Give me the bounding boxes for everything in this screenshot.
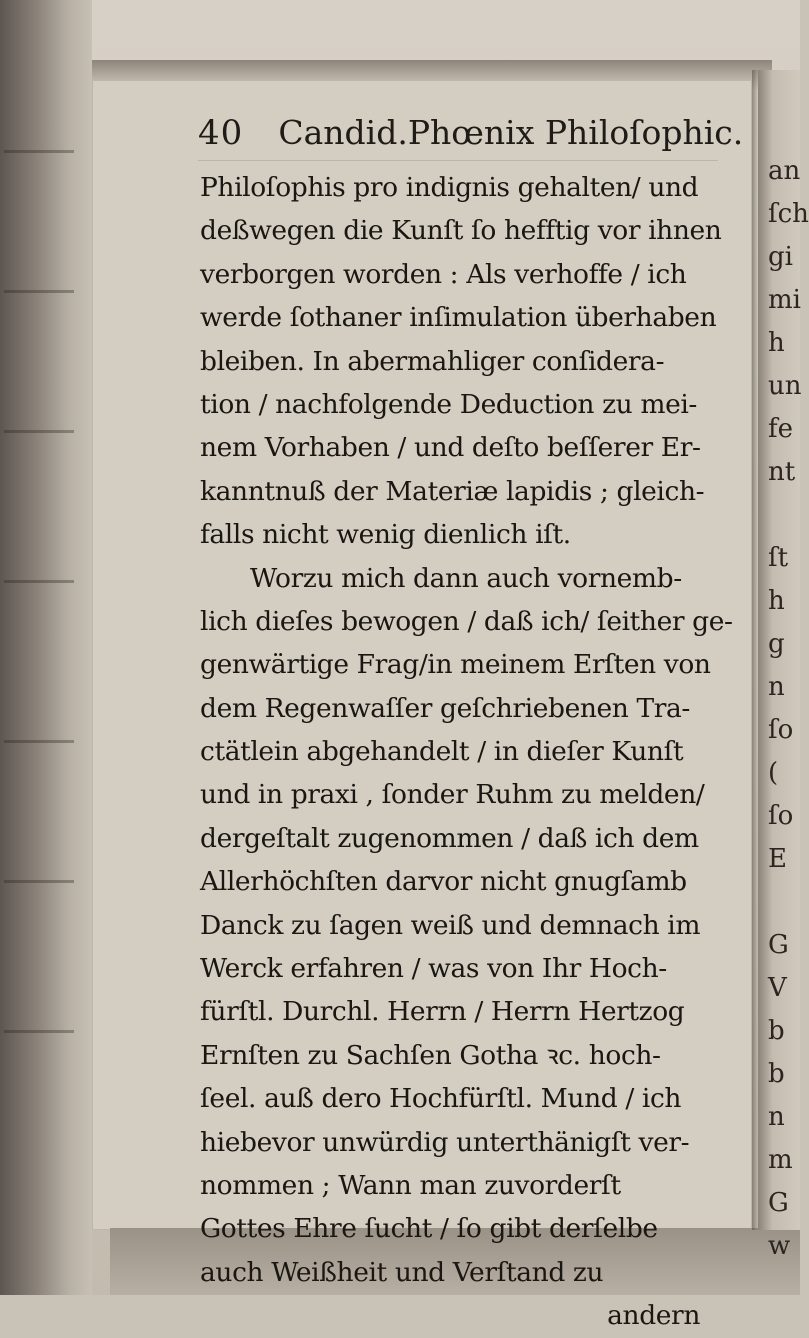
- fragment-line: ſo: [768, 801, 794, 831]
- right-page-text: [768, 150, 809, 1268]
- bleed-through-mark: [4, 430, 74, 433]
- fragment-line: un: [768, 371, 802, 401]
- running-head: Candid.Phœnix Philoſophic.: [278, 113, 744, 152]
- fragment-line: fe: [768, 414, 794, 444]
- text-line: Werck erfahren / was von Ihr Hoch-: [200, 953, 667, 985]
- page-header: [198, 113, 743, 163]
- page-number: 40: [198, 113, 244, 153]
- fragment-line: E: [768, 844, 787, 874]
- fragment-line: V: [768, 973, 787, 1003]
- text-line: bleiben. In abermahliger conſidera-: [200, 345, 665, 377]
- text-line: werde ſothaner inſimulation überhaben: [200, 302, 717, 334]
- bleed-through-mark: [4, 290, 74, 293]
- fragment-line: ſo: [768, 715, 794, 745]
- bleed-through-mark: [4, 150, 74, 153]
- text-line: Gottes Ehre ſucht / ſo gibt derſelbe: [200, 1213, 658, 1245]
- left-page-fragment: [0, 0, 92, 1295]
- text-line: lich dieſes bewogen / daß ich/ ſeither ge-: [200, 605, 733, 637]
- fragment-line: (: [768, 758, 779, 788]
- fragment-line: b: [768, 1016, 785, 1046]
- bleed-through-mark: [4, 880, 74, 883]
- text-line: auch Weißheit und Verſtand zu: [200, 1256, 604, 1288]
- header-rule: [198, 160, 718, 161]
- text-line: andern: [607, 1300, 700, 1332]
- text-line: ctätlein abgehandelt / in dieſer Kunſt: [200, 736, 684, 768]
- text-line: Worzu mich dann auch vornemb-: [250, 562, 682, 594]
- fragment-line: b: [768, 1059, 785, 1089]
- fragment-line: G: [768, 930, 789, 960]
- body-text: [200, 166, 740, 1338]
- fragment-line: n: [768, 672, 785, 702]
- fragment-line: gi: [768, 242, 793, 272]
- bleed-through-mark: [4, 1030, 74, 1033]
- text-line: Danck zu ſagen weiß und demnach im: [200, 909, 701, 941]
- text-line: und in praxi , ſonder Ruhm zu melden/: [200, 779, 705, 811]
- fragment-line: n: [768, 1102, 785, 1132]
- text-line: Philoſophis pro indignis gehalten/ und: [200, 172, 699, 203]
- text-line: dergeſtalt zugenommen / daß ich dem: [200, 822, 699, 854]
- fragment-line: mi: [768, 285, 801, 315]
- fragment-line: m: [768, 1145, 793, 1175]
- text-line: kanntnuß der Materiæ lapidis ; gleich-: [200, 475, 705, 507]
- text-line: fürſtl. Durchl. Herrn / Herrn Hertzog: [200, 996, 685, 1028]
- fragment-line: h: [768, 328, 785, 358]
- fragment-line: h: [768, 586, 785, 616]
- fragment-line: g: [768, 629, 785, 659]
- text-line: tion / nachfolgende Deduction zu mei-: [200, 388, 697, 420]
- fragment-line: G: [768, 1188, 789, 1218]
- text-line: falls nicht wenig dienlich iſt.: [200, 519, 571, 551]
- fragment-line: ſch: [768, 199, 809, 229]
- fragment-line: nt: [768, 457, 796, 487]
- fragment-line: [768, 881, 800, 924]
- text-line: Allerhöchſten darvor nicht gnugſamb: [200, 866, 687, 898]
- fragment-line: ſt: [768, 543, 789, 573]
- text-line: nem Vorhaben / und deſto beſſerer Er-: [200, 432, 701, 464]
- bleed-through-mark: [4, 740, 74, 743]
- bleed-through-mark: [4, 580, 74, 583]
- text-line: nommen ; Wann man zuvorderſt: [200, 1169, 621, 1201]
- text-line: dem Regenwaſſer geſchriebenen Tra-: [200, 692, 690, 724]
- text-line: verborgen worden : Als verhoffe / ich: [200, 258, 687, 290]
- text-line: ſeel. auß dero Hochfürſtl. Mund / ich: [200, 1083, 682, 1115]
- fragment-line: w: [768, 1231, 791, 1261]
- text-line: genwärtige Frag/in meinem Erſten von: [200, 649, 711, 681]
- fragment-line: [768, 494, 800, 537]
- text-line: hiebevor unwürdig unterthänigſt ver-: [200, 1126, 690, 1158]
- text-line: deßwegen die Kunſt ſo hefftig vor ihnen: [200, 215, 722, 247]
- fragment-line: an: [768, 156, 801, 186]
- text-line: Ernſten zu Sachſen Gotha ꝛc. hoch-: [200, 1039, 661, 1071]
